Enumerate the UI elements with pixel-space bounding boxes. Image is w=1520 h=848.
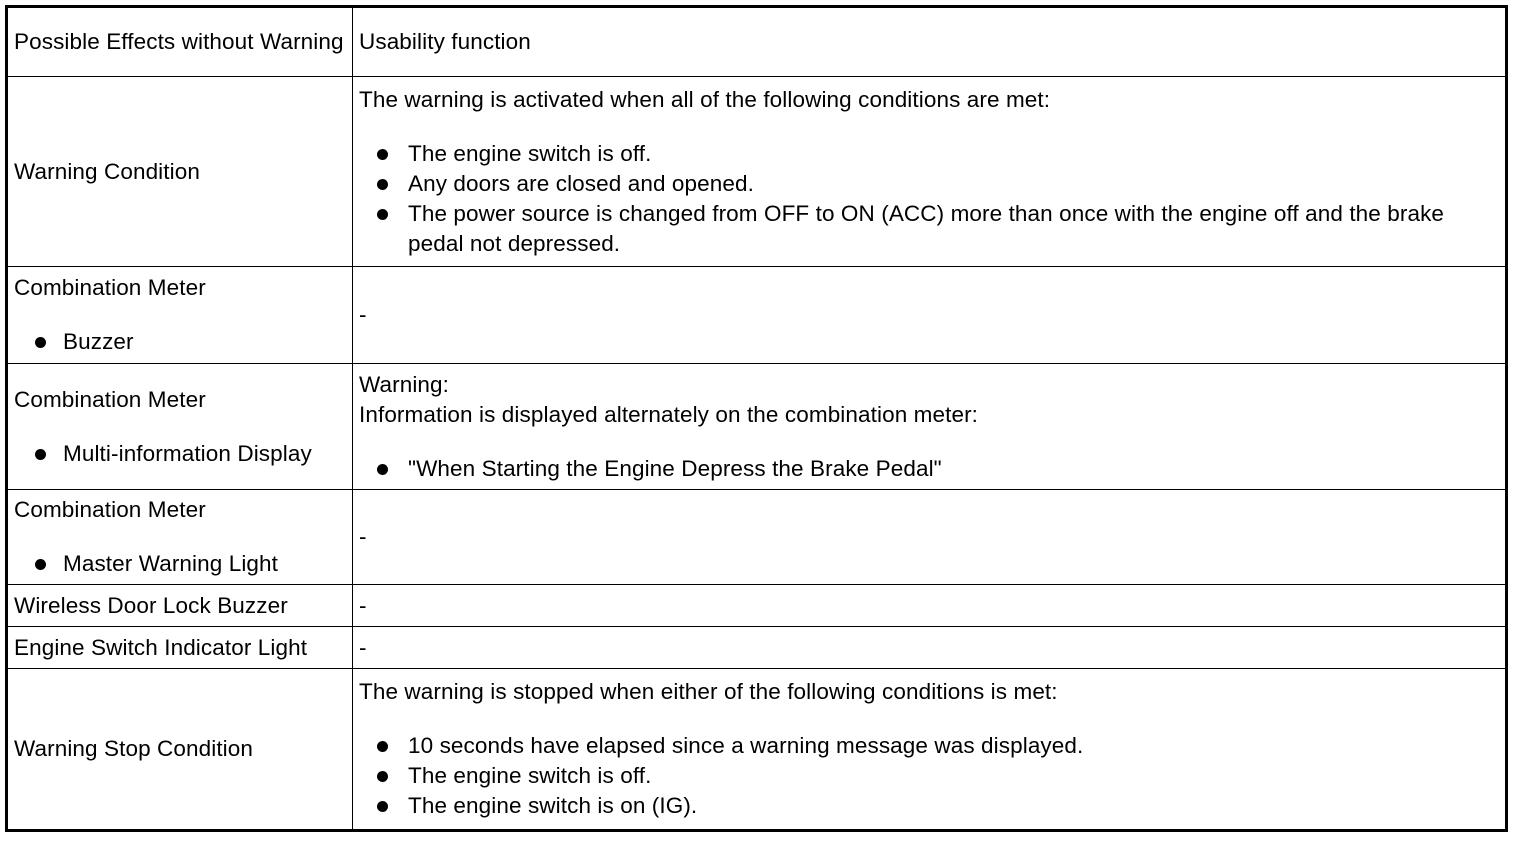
row-value: Usability function — [353, 7, 1507, 77]
list-item: Buzzer — [14, 327, 346, 357]
bullet-list — [359, 454, 1499, 484]
row-label: Combination Meter Master Warning Light — [7, 490, 353, 585]
table-row — [7, 490, 1507, 585]
row-label: Combination Meter Buzzer — [7, 267, 353, 364]
row-value: - — [353, 490, 1507, 585]
row-value: - — [353, 627, 1507, 669]
bullet-list — [359, 139, 1499, 259]
list-item: The engine switch is off. — [359, 761, 1499, 791]
intro-text: The warning is stopped when either of the following conditions is met: — [359, 679, 1058, 704]
row-label: Warning Condition — [7, 77, 353, 267]
table-row — [7, 267, 1507, 364]
list-item: The power source is changed from OFF to ON (ACC) more than once with the engine off and the brake pedal not depressed. — [359, 199, 1499, 259]
list-item: "When Starting the Engine Depress the Brake Pedal" — [359, 454, 1499, 484]
row-value: - — [353, 585, 1507, 627]
list-item: The engine switch is on (IG). — [359, 791, 1499, 821]
table-row — [7, 669, 1507, 831]
row-value: - — [353, 267, 1507, 364]
row-label: Possible Effects without Warning — [7, 7, 353, 77]
row-value — [353, 669, 1507, 831]
intro-text: The warning is activated when all of the following conditions are met: — [359, 86, 1051, 112]
list-item: 10 seconds have elapsed since a warning message was displayed. — [359, 731, 1499, 761]
bullet-list — [14, 439, 346, 469]
table-row — [7, 77, 1507, 267]
row-label: Combination Meter Multi-information Display — [7, 364, 353, 490]
bullet-list — [14, 549, 346, 579]
bullet-list — [14, 327, 346, 357]
list-item: The engine switch is off. — [359, 139, 1499, 169]
row-label: Engine Switch Indicator Light — [7, 627, 353, 669]
table-row — [7, 627, 1507, 669]
bullet-list — [359, 731, 1499, 821]
table-row — [7, 585, 1507, 627]
table-row — [7, 7, 1507, 77]
row-label: Wireless Door Lock Buzzer — [7, 585, 353, 627]
list-item: Any doors are closed and opened. — [359, 169, 1499, 199]
row-value — [353, 77, 1507, 267]
row-label: Warning Stop Condition — [7, 669, 353, 831]
table-row — [7, 364, 1507, 490]
list-item: Master Warning Light — [14, 549, 346, 579]
row-value: Warning: Information is displayed alternately on the combination meter: "When Starting the Engine Depress the Brake Pedal" — [353, 364, 1507, 490]
list-item: Multi-information Display — [14, 439, 346, 469]
warning-spec-table — [5, 5, 1508, 832]
